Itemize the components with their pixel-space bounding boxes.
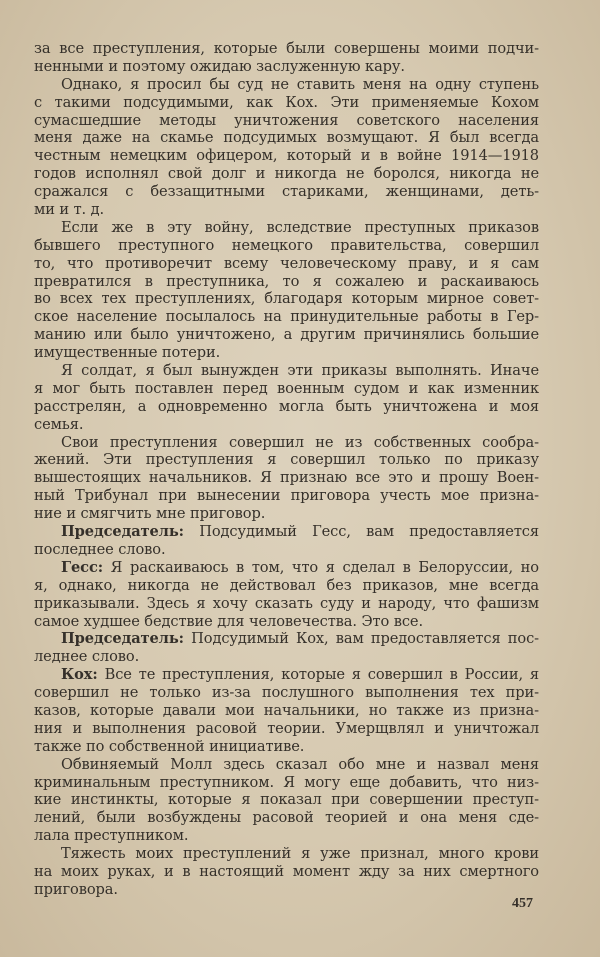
line-text: расстрелян, а одновременно могла быть уничтожена и моя — [34, 397, 539, 415]
text-line — [34, 648, 539, 666]
line-text: Подсудимый Кох, вам предоставляется пос- — [183, 630, 539, 648]
line-text: жений. Эти преступления я совершил только по приказу — [34, 451, 539, 469]
text-line — [34, 165, 539, 183]
line-text: ния и выполнения расовой теории. Умерщвлял и уничтожал — [34, 719, 539, 737]
line-text: манию или было уничтожено, а другим причинялись большие — [34, 326, 539, 344]
line-text: Свои преступления совершил не из собственных сообра- — [61, 433, 539, 451]
text-line — [34, 326, 539, 344]
line-text: во всех тех преступлениях, благодаря которым мирное совет- — [34, 290, 539, 308]
text-line — [34, 845, 539, 863]
line-text: ненными и поэтому ожидаю заслуженную кару. — [34, 57, 405, 75]
line-text: приказывали. Здесь я хочу сказать суду и народу, что фашизм — [34, 594, 539, 612]
text-line — [34, 183, 539, 201]
text-line — [34, 129, 539, 147]
text-line — [34, 112, 539, 130]
line-text: сумасшедшие методы уничтожения советского населения — [34, 111, 539, 129]
line-text: кие инстинкты, которые я показал при совершении преступ- — [34, 791, 539, 809]
line-text: честным немецким офицером, который и в войне 1914—1918 — [34, 147, 539, 165]
line-text: бывшего преступного немецкого правительства, совершил — [34, 236, 539, 254]
text-line — [34, 380, 539, 398]
line-text: на моих руках, и в настоящий момент жду за них смертного — [34, 862, 539, 880]
line-text: Однако, я просил бы суд не ставить меня на одну ступень — [61, 75, 539, 93]
text-line — [34, 434, 539, 452]
paragraph — [34, 845, 539, 899]
line-text: Тяжесть моих преступлений я уже признал, много крови — [61, 845, 539, 863]
text-line — [34, 147, 539, 165]
line-text: сражался с беззащитными стариками, женщинами, деть- — [34, 183, 539, 201]
line-text: Обвиняемый Молл здесь сказал обо мне и назвал меня — [61, 755, 539, 773]
line-text: Подсудимый Гесс, вам предоставляется — [183, 523, 539, 541]
text-line — [34, 469, 539, 487]
line-text: последнее слово. — [34, 540, 166, 558]
text-line — [34, 362, 539, 380]
line-text: превратился в преступника, то я сожалею и раскаиваюсь — [34, 272, 539, 290]
text-line — [34, 58, 539, 76]
text-line — [34, 702, 539, 720]
line-text: самое худшее бедствие для человечества. Это все. — [34, 612, 423, 630]
text-line — [34, 255, 539, 273]
text-line — [34, 541, 539, 559]
text-line — [34, 595, 539, 613]
paragraph — [34, 434, 539, 523]
paragraph — [34, 219, 539, 362]
speaker-label: Председатель: — [61, 630, 184, 648]
line-text: казов, которые давали мои начальники, но также из призна- — [34, 701, 539, 719]
line-text: ние и смягчить мне приговор. — [34, 505, 266, 523]
text-line — [34, 827, 539, 845]
paragraph — [34, 756, 539, 845]
page-number: 457 — [512, 896, 533, 911]
text-line — [34, 577, 539, 595]
line-text: Я раскаиваюсь в том, что я сделал в Белоруссии, но — [103, 558, 539, 576]
line-text: Все те преступления, которые я совершил в России, я — [97, 666, 539, 684]
paragraph — [34, 559, 539, 631]
line-text: леднее слово. — [34, 648, 140, 666]
line-text: семья. — [34, 415, 84, 433]
line-text: лений, были возбуждены расовой теорией и она меня сде- — [34, 809, 539, 827]
text-line — [34, 613, 539, 631]
text-line — [34, 273, 539, 291]
line-text: имущественные потери. — [34, 344, 221, 362]
text-line — [34, 451, 539, 469]
line-text: за все преступления, которые были совершены моими подчи- — [34, 40, 539, 57]
line-text: вышестоящих начальников. Я признаю все это и прошу Воен- — [34, 469, 539, 487]
text-line — [34, 290, 539, 308]
text-line — [34, 684, 539, 702]
text-line — [34, 666, 539, 684]
line-text: Я солдат, я был вынужден эти приказы выполнять. Иначе — [61, 362, 539, 380]
line-text: совершил не только из-за послушного выполнения тех при- — [34, 684, 539, 702]
text-line — [34, 559, 539, 577]
text-line — [34, 40, 539, 58]
line-text: Если же в эту войну, вследствие преступных приказов — [61, 218, 539, 236]
line-text: ный Трибунал при вынесении приговора учесть мое призна- — [34, 487, 539, 505]
line-text: лала преступником. — [34, 827, 189, 845]
line-text: с такими подсудимыми, как Кох. Эти применяемые Кохом — [34, 93, 539, 111]
text-line — [34, 881, 539, 899]
line-text: то, что противоречит всему человеческому праву, и я сам — [34, 254, 539, 272]
text-line — [34, 738, 539, 756]
text-line — [34, 756, 539, 774]
line-text: я мог быть поставлен перед военным судом и как изменник — [34, 379, 539, 397]
paragraph — [34, 76, 539, 219]
paragraph — [34, 666, 539, 755]
text-line — [34, 308, 539, 326]
text-line — [34, 791, 539, 809]
line-text: приговора. — [34, 880, 118, 898]
line-text: ми и т. д. — [34, 201, 105, 219]
text-line — [34, 809, 539, 827]
text-line — [34, 630, 539, 648]
text-line — [34, 863, 539, 881]
line-text: годов исполнял свой долг и никогда не боролся, никогда не — [34, 165, 539, 183]
line-text: криминальным преступником. Я могу еще добавить, что низ- — [34, 773, 539, 791]
speaker-label: Председатель: — [61, 523, 184, 541]
text-line — [34, 505, 539, 523]
text-line — [34, 487, 539, 505]
speaker-label: Кох: — [61, 666, 98, 684]
line-text: меня даже на скамье подсудимых возмущают. Я был всегда — [34, 129, 539, 147]
line-text: также по собственной инициативе. — [34, 737, 305, 755]
paragraph — [34, 523, 539, 559]
text-line — [34, 523, 539, 541]
line-text: я, однако, никогда не действовал без приказов, мне всегда — [34, 576, 539, 594]
text-line — [34, 76, 539, 94]
paragraph — [34, 630, 539, 666]
paragraph — [34, 362, 539, 434]
text-line — [34, 219, 539, 237]
text-line — [34, 94, 539, 112]
text-line — [34, 398, 539, 416]
speaker-label: Гесс: — [61, 558, 104, 576]
text-line — [34, 720, 539, 738]
paragraph — [34, 40, 539, 76]
line-text: ское население посылалось на принудительные работы в Гер- — [34, 308, 539, 326]
text-line — [34, 774, 539, 792]
text-line — [34, 344, 539, 362]
text-line — [34, 416, 539, 434]
text-line — [34, 201, 539, 219]
text-line — [34, 237, 539, 255]
page-text — [34, 40, 539, 899]
